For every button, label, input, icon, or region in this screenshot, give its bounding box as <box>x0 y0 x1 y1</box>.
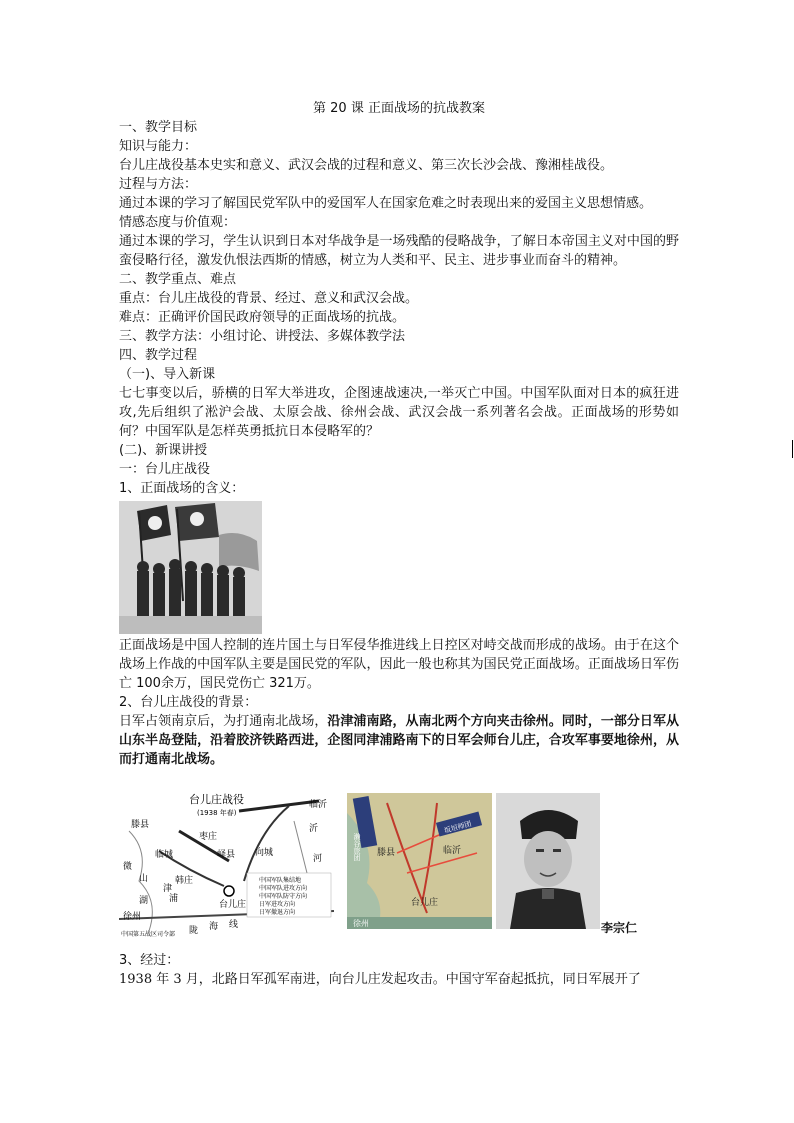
map-label-pu: 浦 <box>169 894 179 904</box>
map-label-hu: 湖 <box>139 896 149 906</box>
map-label-yi: 沂 <box>309 824 319 834</box>
map-label-hq: 中国第五战区司令部 <box>121 931 176 938</box>
battle-map-colored <box>347 793 492 929</box>
emotion-text: 通过本课的学习，学生认识到日本对华战争是一场残酷的侵略战争，了解日本帝国主义对中国的野蛮侵略行径，激发仇恨法西斯的情感，树立为人类和平、民主、进步事业而奋斗的精神。 <box>119 234 679 268</box>
map-label-hanzhuang: 韩庄 <box>175 876 194 886</box>
process-step-text: 1938 年 3 月，北路日军孤军南进，向台儿庄发起攻击。中国守军奋起抵抗，同日军展开了 <box>119 972 641 987</box>
map2-label-taierzhuang: 台儿庄 <box>411 898 439 908</box>
document-title: 第 20 课 正面战场的抗战教案 <box>313 101 485 116</box>
map2-label-linyi: 临沂 <box>443 846 462 856</box>
map-label-jin: 津 <box>163 884 173 894</box>
map-year: (1938 年春) <box>197 809 237 817</box>
map-legend-2: 中国军队进攻方向 <box>259 885 308 892</box>
map-legend-3: 中国军队防守方向 <box>259 893 308 900</box>
portrait-caption: 李宗仁 <box>601 921 638 935</box>
meaning-text: 正面战场是中国人控制的连片国土与日军侵华推进线上日控区对峙交战而形成的战场。由于在这个战场上作战的中国军队主要是国民党的军队，因此一般也称其为国民党正面战场。正面战场日军伤亡 100余万，国民党伤亡 321万。 <box>119 638 679 691</box>
text-cursor <box>792 440 793 458</box>
map-label-xiangcheng: 向城 <box>255 848 274 858</box>
map-label-shan: 山 <box>139 874 149 884</box>
background-text <box>119 712 679 769</box>
map-label-tengxian: 滕县 <box>131 820 150 830</box>
process-text: 通过本课的学习了解国民党军队中的爱国军人在国家危难之时表现出来的爱国主义思想情感。 <box>119 196 653 211</box>
map-label-zaozhuang: 枣庄 <box>199 832 218 842</box>
map2-tag-2: 坂垣师团 <box>443 819 473 835</box>
map-label-xuzhou: 徐州 <box>123 912 142 922</box>
map-label-long: 陇 <box>189 926 199 936</box>
map-label-xian: 线 <box>229 920 239 930</box>
map-label-he: 河 <box>313 854 323 864</box>
map-label-taierzhuang: 台儿庄 <box>219 900 247 910</box>
document-page <box>119 100 679 989</box>
map-label-hai: 海 <box>209 922 219 932</box>
map2-label-tengxian: 滕县 <box>377 848 396 858</box>
new-lesson-label: (二)、新课讲授 <box>119 443 208 458</box>
process-step-label: 3、经过： <box>119 953 180 968</box>
meaning-label: 1、正面战场的含义： <box>119 481 245 496</box>
process-label: 过程与方法： <box>119 177 198 192</box>
knowledge-text: 台儿庄战役基本史实和意义、武汉会战的过程和意义、第三次长沙会战、豫湘桂战役。 <box>119 158 614 173</box>
li-zongren-portrait <box>496 793 600 929</box>
taierzhuang-battle-map <box>119 791 334 939</box>
section-heading-methods: 三、教学方法：小组讨论、讲授法、多媒体教学法 <box>119 329 406 344</box>
background-text-b: 沿津浦南路，从南北两个方向夹击徐州。同时，一部分日军从山东半岛登陆，沿着胶济铁路西进，企图同津浦路南下的日军会师台儿庄，合攻军事要地徐州，从而打通南北战场。 <box>119 714 679 767</box>
battle-label: 一：台儿庄战役 <box>119 462 211 477</box>
intro-label: （一)、导入新课 <box>119 367 216 382</box>
map-legend-1: 中国军队集结地 <box>259 877 302 884</box>
soldiers-flag-photo <box>119 501 262 634</box>
map-legend-4: 日军进攻方向 <box>259 901 296 908</box>
map-title: 台儿庄战役 <box>189 793 244 806</box>
key-point: 重点：台儿庄战役的背景、经过、意义和武汉会战。 <box>119 291 419 306</box>
map2-tag-1: 濑谷旅团 <box>353 833 361 861</box>
difficulty: 难点：正确评价国民政府领导的正面战场的抗战。 <box>119 310 406 325</box>
knowledge-label: 知识与能力： <box>119 139 198 154</box>
map-label-linyi: 临沂 <box>309 800 328 810</box>
section-heading-keypoints: 二、教学重点、难点 <box>119 272 237 287</box>
map2-label-xuzhou: 徐州 <box>353 919 369 928</box>
emotion-label: 情感态度与价值观： <box>119 215 237 230</box>
image-row <box>119 791 679 941</box>
background-label: 2、台儿庄战役的背景： <box>119 695 258 710</box>
map-legend-5: 日军撤退方向 <box>259 909 296 916</box>
intro-text: 七七事变以后，骄横的日军大举进攻，企图速战速决,一举灭亡中国。中国军队面对日本的疯狂进攻,先后组织了淞沪会战、太原会战、徐州会战、武汉会战一系列著名会战。正面战场的形势如何？中国军队是怎样英勇抵抗日本侵略军的？ <box>119 386 679 439</box>
map-label-lincheng: 临城 <box>155 850 174 860</box>
section-heading-objectives: 一、教学目标 <box>119 120 198 135</box>
background-text-a: 日军占领南京后，为打通南北战场， <box>119 714 328 729</box>
section-heading-process: 四、教学过程 <box>119 348 198 363</box>
map-label-wei: 微 <box>123 862 133 872</box>
map-label-yicheng: 峄县 <box>217 850 236 860</box>
